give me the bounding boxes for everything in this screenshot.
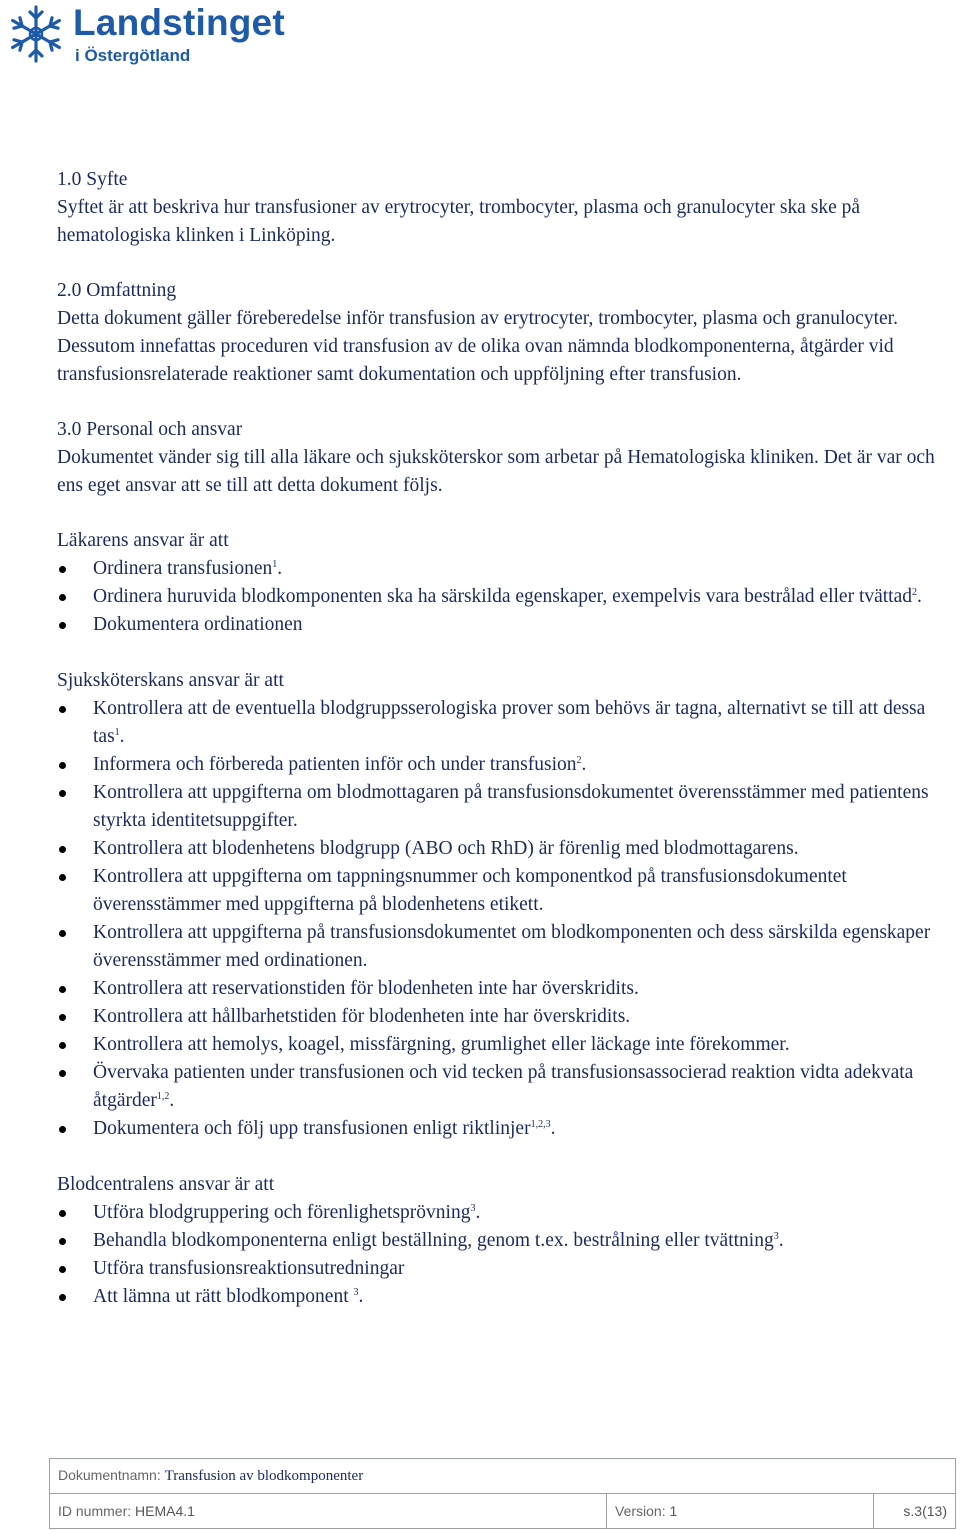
list-item (57, 1199, 952, 1227)
list-item (57, 1283, 952, 1311)
list-item (57, 1059, 952, 1115)
doctor-responsibilities-title: Läkarens ansvar är att (57, 530, 229, 551)
document-name-value: Transfusion av blodkomponenter (164, 1468, 364, 1484)
section-2-text: Detta dokument gäller föreberedelse inför transfusion av erytrocyter, trombocyter, plasma och granulocyter. Dessutom innefattas proceduren vid transfusion av de olika ovan nämnda blodkomponenterna, åtgärder vid transfusionsrelaterade reaktioner samt dokumentation och uppföljning efter transfusion. (57, 308, 898, 385)
doctor-responsibilities-list (57, 555, 952, 639)
version-cell (607, 1494, 874, 1529)
nurse-responsibilities-title: Sjuksköterskans ansvar är att (57, 670, 284, 691)
list-item-text: Dokumentera och följ upp transfusionen enligt riktlinjer (93, 1118, 531, 1139)
list-item-text: Att lämna ut rätt blodkomponent (93, 1286, 354, 1307)
list-item-text: Kontrollera att blodenhetens blodgrupp (ABO och RhD) är förenlig med blodmottagarens. (93, 838, 799, 859)
list-item (57, 611, 952, 639)
reference-marker: 1,2,3 (530, 1119, 551, 1130)
id-value: HEMA4.1 (135, 1503, 195, 1519)
document-body (57, 166, 952, 1311)
version-value: 1 (669, 1503, 678, 1519)
logo-name: Landstinget (73, 2, 285, 43)
list-item-text: Kontrollera att de eventuella blodgruppsserologiska prover som behövs är tagna, alternativt se till att dessa tas (93, 698, 926, 747)
bloodcentre-responsibilities-title: Blodcentralens ansvar är att (57, 1174, 275, 1195)
reference-marker: 1 (114, 727, 120, 738)
list-item-text: Ordinera transfusionen (93, 558, 273, 579)
list-item-text: Kontrollera att uppgifterna om tappningsnummer och komponentkod på transfusionsdokumentet överensstämmer med uppgifterna på blodenhetens etikett. (93, 866, 847, 915)
list-item-text: Kontrollera att hållbarhetstiden för blodenheten inte har överskridits. (93, 1006, 631, 1027)
list-item-text: Ordinera huruvida blodkomponenten ska ha särskilda egenskaper, exempelvis vara bestrålad eller tvättad (93, 586, 913, 607)
list-item (57, 1255, 952, 1283)
list-item-text: Kontrollera att hemolys, koagel, missfärgning, grumlighet eller läckage inte förekommer. (93, 1034, 790, 1055)
list-item-punctuation: . (119, 726, 125, 747)
reference-marker: 2 (912, 587, 918, 598)
list-item-text: Informera och förbereda patienten inför och under transfusion (93, 754, 577, 775)
section-2-heading: 2.0 Omfattning (57, 280, 177, 301)
list-item-punctuation: . (778, 1230, 784, 1251)
list-item (57, 583, 952, 611)
page-number: s.3(13) (874, 1494, 956, 1529)
list-item-punctuation: . (581, 754, 587, 775)
list-item (57, 975, 952, 1003)
list-item (57, 1003, 952, 1031)
list-item (57, 779, 952, 835)
list-item (57, 751, 952, 779)
reference-marker: 3 (353, 1287, 359, 1298)
list-item-punctuation: . (358, 1286, 364, 1307)
list-item (57, 919, 952, 975)
list-item (57, 1227, 952, 1255)
section-3-text: Dokumentet vänder sig till alla läkare och sjuksköterskor som arbetar på Hematologiska kliniken. Det är var och ens eget ansvar att se till att detta dokument följs. (57, 447, 935, 496)
list-item (57, 835, 952, 863)
list-item-text: Kontrollera att uppgifterna på transfusionsdokumentet om blodkomponenten och dess särskilda egenskaper överensstämmer med ordinationen. (93, 922, 931, 971)
list-item-text: Kontrollera att reservationstiden för blodenheten inte har överskridits. (93, 978, 639, 999)
version-label: Version: (615, 1503, 666, 1519)
list-item-punctuation: . (550, 1118, 556, 1139)
reference-marker: 3 (470, 1203, 476, 1214)
snowflake-logo-icon (4, 2, 68, 66)
list-item (57, 1031, 952, 1059)
nurse-responsibilities-list (57, 695, 952, 1143)
list-item-text: Utföra blodgruppering och förenlighetsprövning (93, 1202, 471, 1223)
reference-marker: 2 (576, 755, 582, 766)
id-label: ID nummer: (58, 1503, 132, 1519)
bloodcentre-responsibilities-list (57, 1199, 952, 1311)
list-item (57, 695, 952, 751)
document-footer (49, 1458, 956, 1529)
section-1-heading: 1.0 Syfte (57, 169, 128, 190)
id-cell (50, 1494, 607, 1529)
list-item-text: Övervaka patienten under transfusionen och vid tecken på transfusionsassocierad reaktion vidta adekvata åtgärder (93, 1062, 914, 1111)
list-item (57, 1115, 952, 1143)
list-item-text: Behandla blodkomponenterna enligt beställning, genom t.ex. bestrålning eller tvättning (93, 1230, 774, 1251)
reference-marker: 1 (272, 559, 278, 570)
list-item (57, 863, 952, 919)
list-item-punctuation: . (917, 586, 922, 607)
section-1-text: Syftet är att beskriva hur transfusioner av erytrocyter, trombocyter, plasma och granulocyter ska ske på hematologiska klinken i Linköping. (57, 197, 861, 246)
list-item-punctuation: . (277, 558, 283, 579)
organization-logo (4, 2, 294, 74)
reference-marker: 3 (773, 1231, 779, 1242)
list-item (57, 555, 952, 583)
document-name-label: Dokumentnamn: (58, 1467, 161, 1483)
reference-marker: 1,2 (156, 1091, 170, 1102)
document-name-cell (50, 1459, 956, 1494)
logo-subtitle: i Östergötland (75, 46, 191, 65)
list-item-text: Utföra transfusionsreaktionsutredningar (93, 1258, 405, 1279)
list-item-punctuation: . (475, 1202, 481, 1223)
list-item-text: Dokumentera ordinationen (93, 614, 303, 635)
section-3-heading: 3.0 Personal och ansvar (57, 419, 243, 440)
list-item-text: Kontrollera att uppgifterna om blodmottagaren på transfusionsdokumentet överensstämmer med patientens styrkta identitetsuppgifter. (93, 782, 929, 831)
list-item-punctuation: . (169, 1090, 175, 1111)
